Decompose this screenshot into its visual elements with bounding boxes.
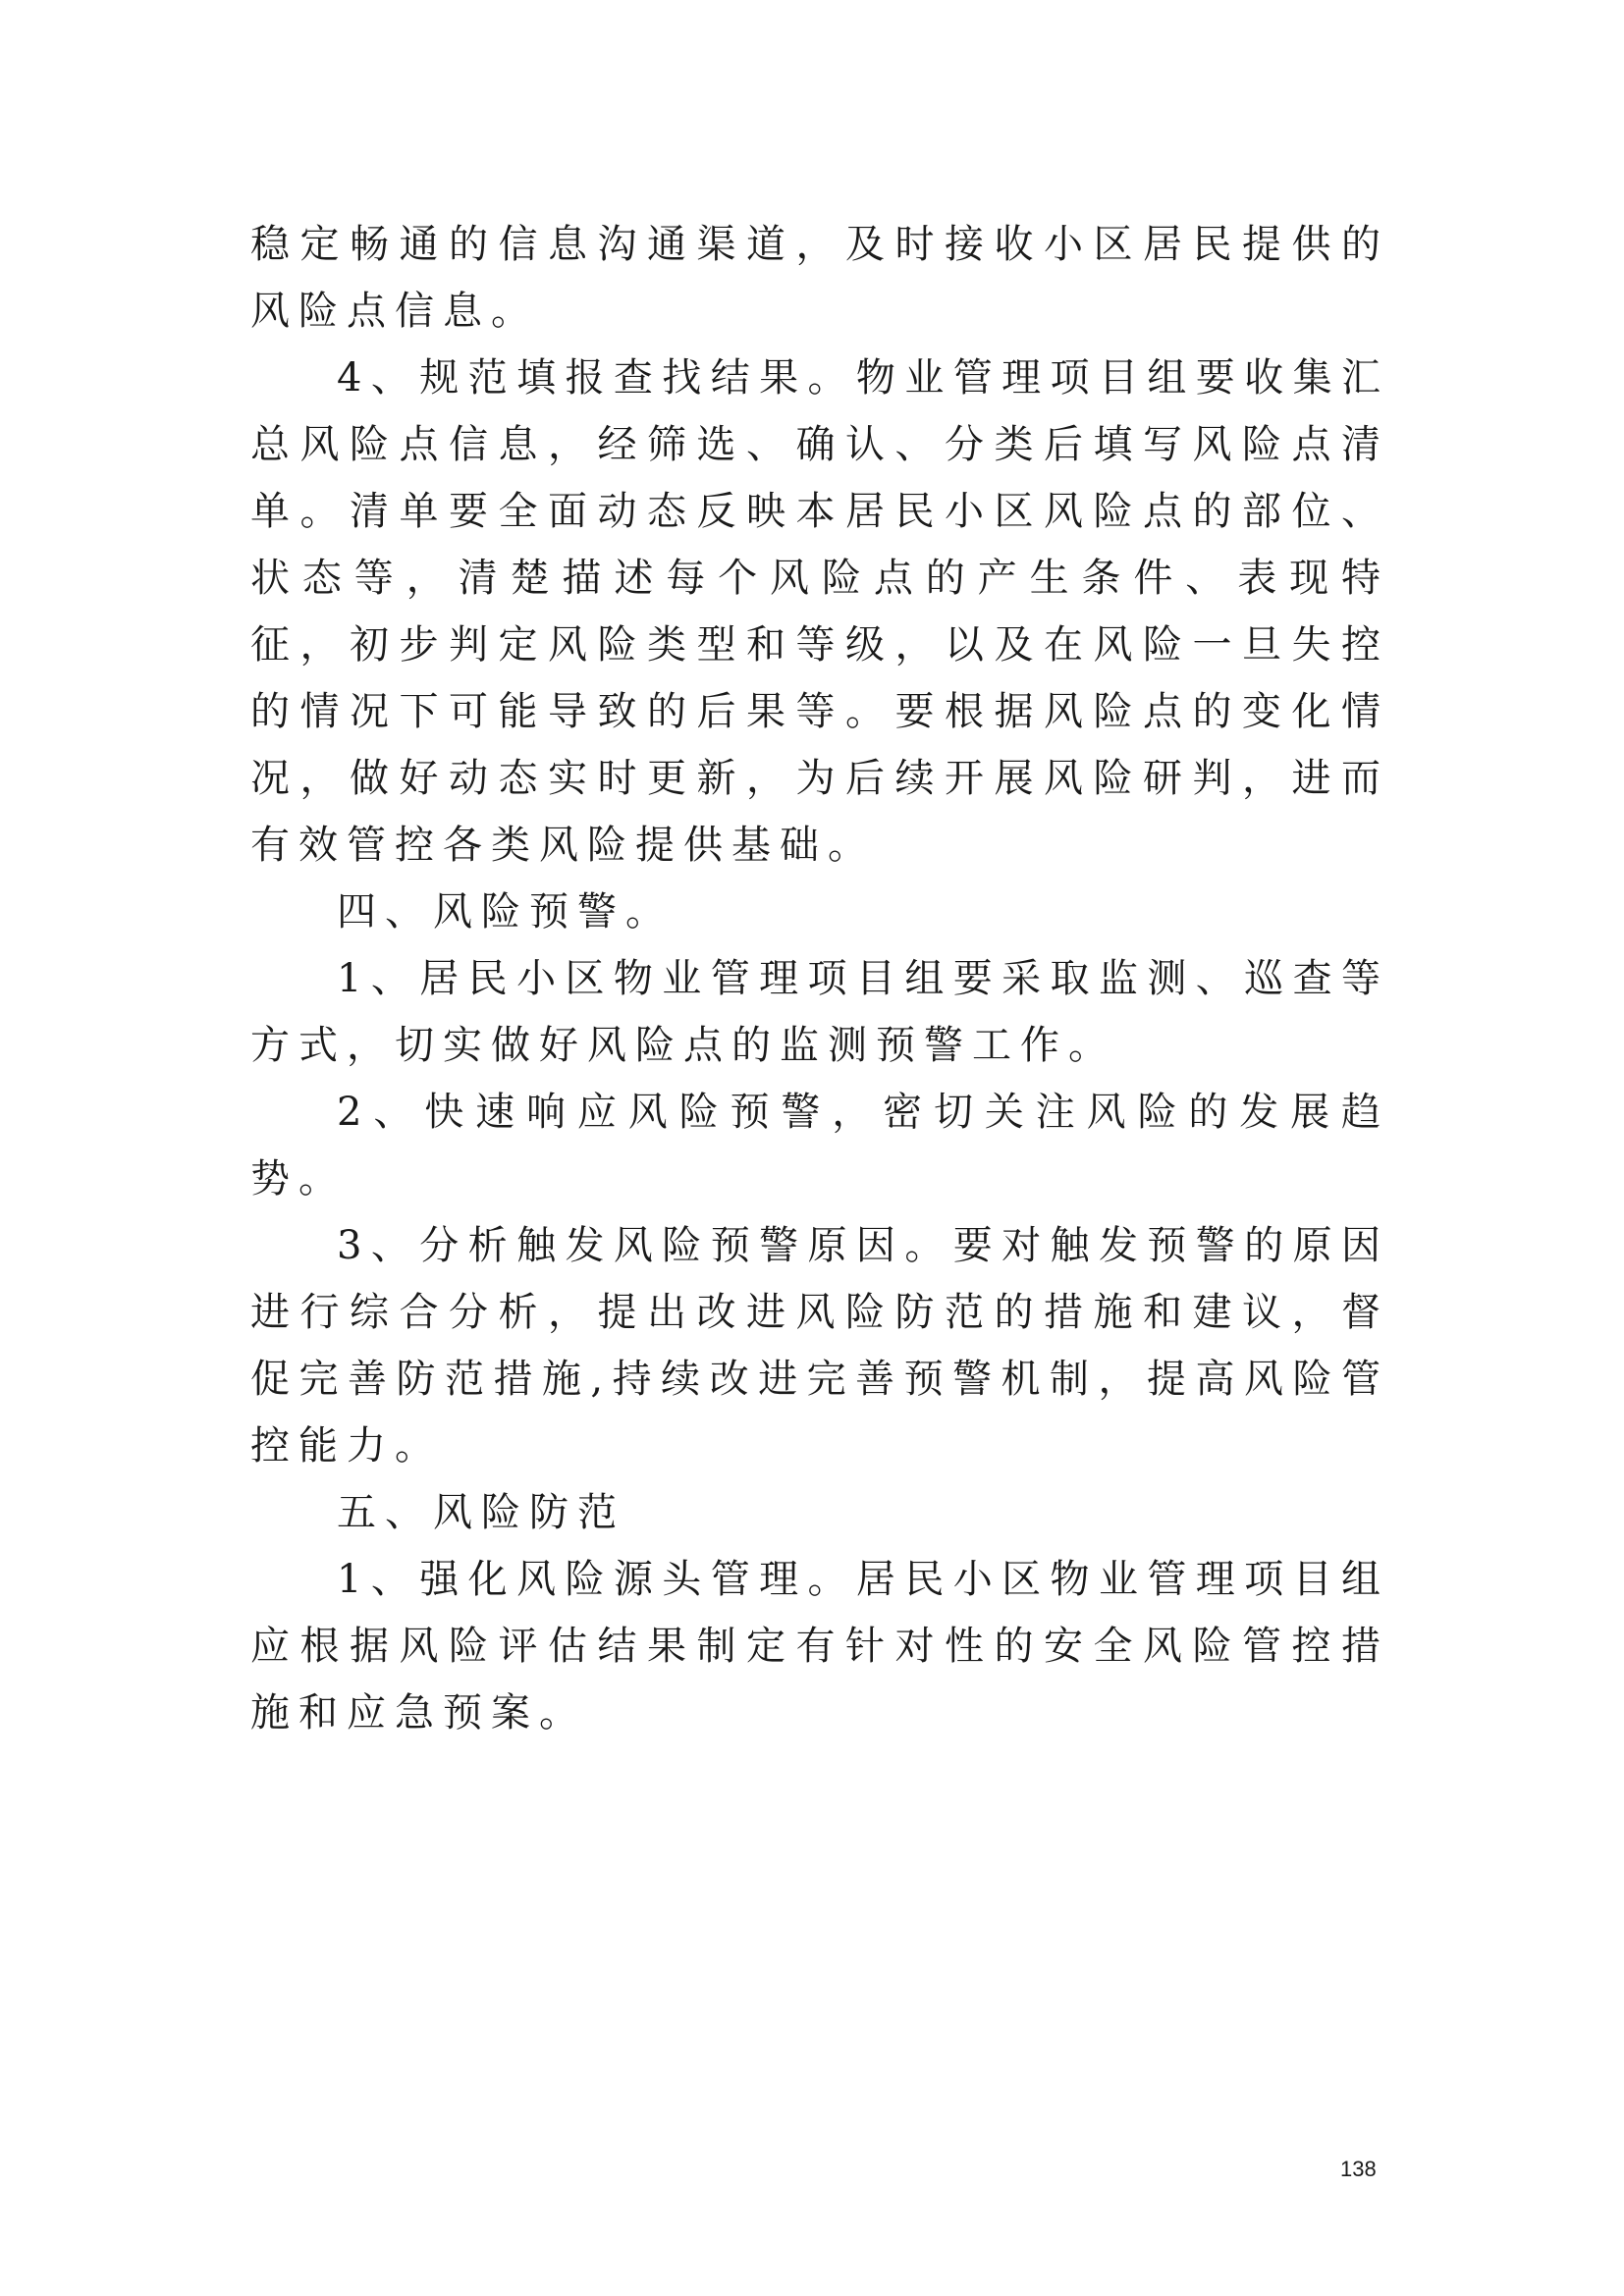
- paragraph-prevention-1: 1、强化风险源头管理。居民小区物业管理项目组应根据风险评估结果制定有针对性的安全风险管控措施和应急预案。: [250, 1557, 1389, 1735]
- paragraph-item-4: 4、规范填报查找结果。物业管理项目组要收集汇总风险点信息，经筛选、确认、分类后填写风险点清单。清单要全面动态反映本居民小区风险点的部位、状态等，清楚描述每个风险点的产生条件、表现特征，初步判定风险类型和等级，以及在风险一旦失控的情况下可能导致的后果等。要根据风险点的变化情况，做好动态实时更新，为后续开展风险研判，进而有效管控各类风险提供基础。: [250, 355, 1389, 868]
- paragraph-continuation: 稳定畅通的信息沟通渠道，及时接收小区居民提供的风险点信息。: [250, 222, 1389, 334]
- paragraph-warning-1: 1、居民小区物业管理项目组要采取监测、巡查等方式，切实做好风险点的监测预警工作。: [250, 956, 1389, 1068]
- paragraph-warning-3: 3、分析触发风险预警原因。要对触发预警的原因进行综合分析，提出改进风险防范的措施和建议，督促完善防范措施,持续改进完善预警机制，提高风险管控能力。: [250, 1223, 1389, 1468]
- page-number: 138: [1340, 2157, 1377, 2181]
- section-heading-risk-prevention: 五、风险防范: [337, 1490, 625, 1535]
- paragraph-warning-2: 2、快速响应风险预警，密切关注风险的发展趋势。: [250, 1090, 1389, 1201]
- document-body: [250, 211, 1389, 1746]
- section-heading-risk-warning: 四、风险预警。: [337, 889, 674, 934]
